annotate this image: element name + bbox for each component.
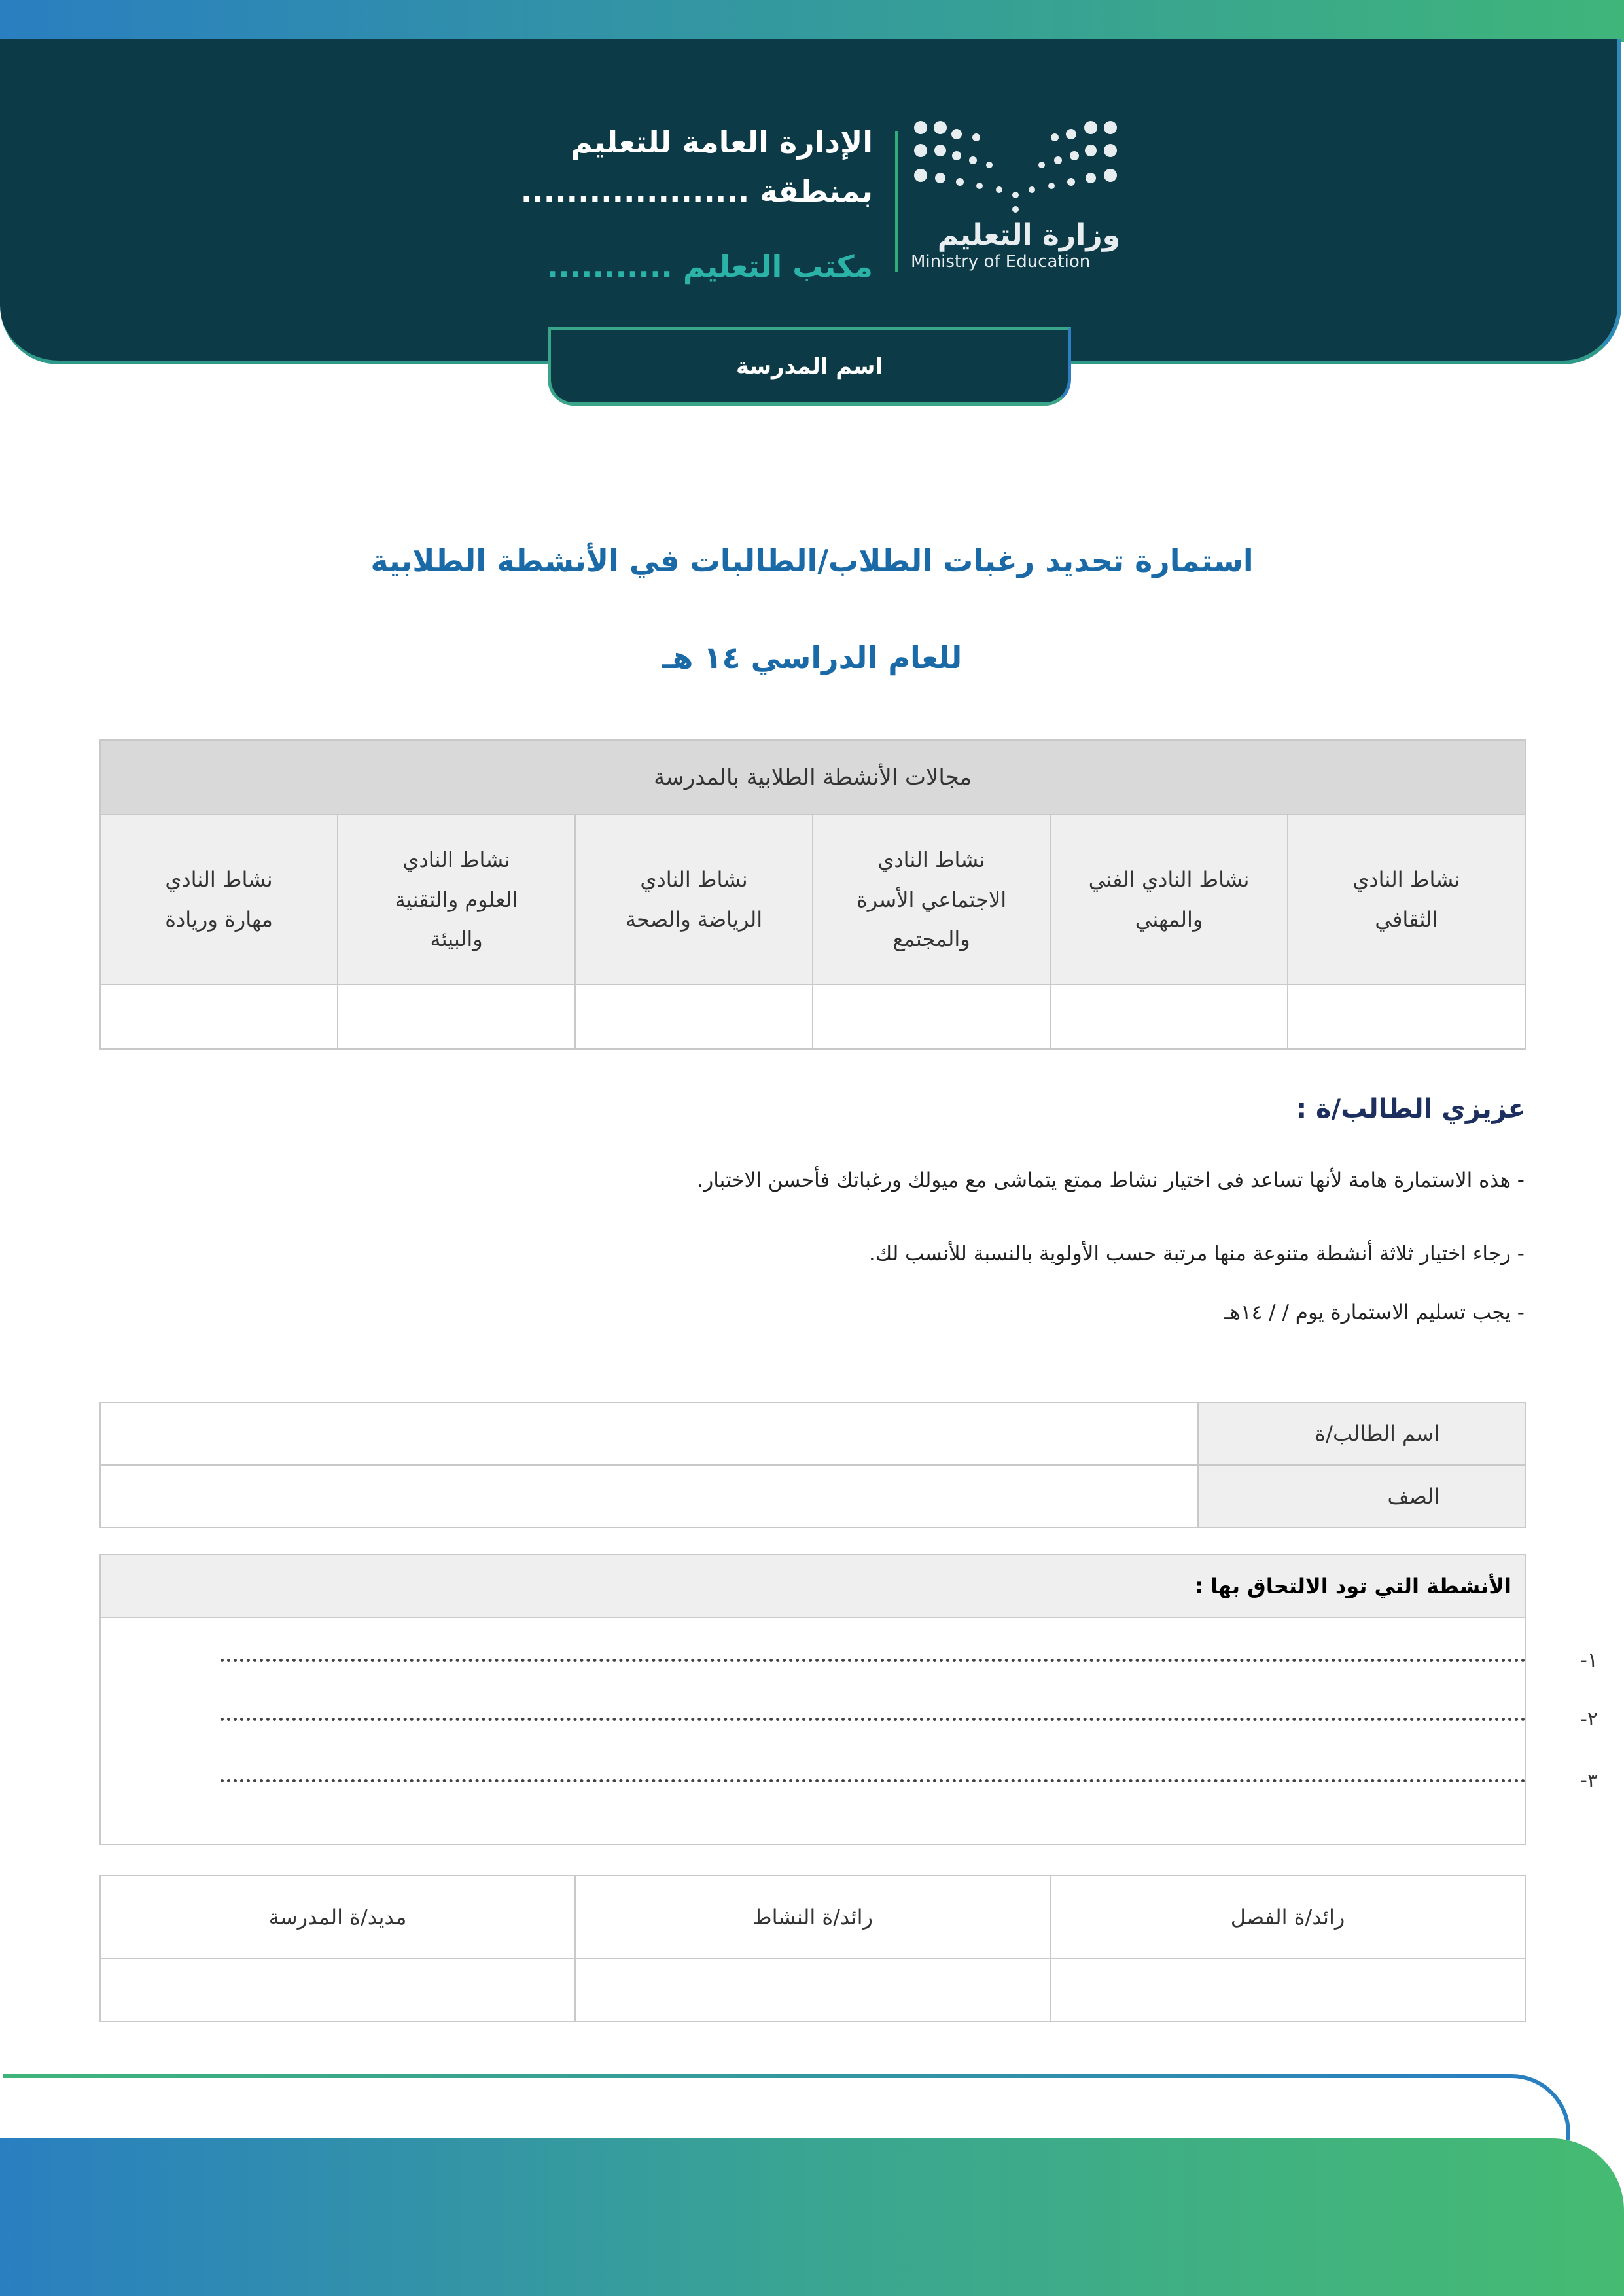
choice-cell[interactable] [1050, 985, 1288, 1049]
footer-band [0, 2138, 1624, 2296]
principal-label: مديد/ة المدرسة [100, 1875, 575, 1958]
academic-year: للعام الدراسي ١٤ هـ [662, 640, 962, 675]
class-field[interactable] [100, 1465, 1198, 1528]
student-info-table [99, 1402, 1526, 1528]
activity-label-line: والمهني [1135, 907, 1203, 932]
activity-label-line: نشاط النادي الفني [1088, 867, 1250, 892]
divider [895, 131, 898, 272]
activities-table [99, 739, 1526, 1050]
student-name-label: اسم الطالب/ة [1198, 1402, 1525, 1465]
signature-field[interactable] [1050, 1958, 1525, 2022]
activity-label-line: نشاط النادي [402, 847, 510, 872]
activity-label-line: العلوم والتقنية [395, 887, 518, 912]
admin-line-1: الإدارة العامة للتعليم [570, 124, 873, 160]
activity-label-line: الثقافي [1375, 907, 1438, 932]
activities-table-header: مجالات الأنشطة الطلابية بالمدرسة [100, 740, 1525, 815]
choice-cell[interactable] [1288, 985, 1525, 1049]
logo-english-text: Ministry of Education [911, 252, 1091, 272]
footer-curve [1492, 2074, 1570, 2140]
choice-cell[interactable] [813, 985, 1050, 1049]
signature-field[interactable] [100, 1958, 575, 2022]
activity-label-line: الاجتماعي الأسرة [856, 887, 1007, 912]
desired-activity-line[interactable]: ٣- [217, 1769, 1598, 1792]
education-office: مكتب التعليم ........... [546, 249, 873, 284]
activity-label-line: نشاط النادي [165, 867, 273, 892]
activity-column-label [575, 815, 813, 985]
logo-arabic-text: وزارة التعليم [937, 219, 1120, 252]
activity-column-label [338, 815, 575, 985]
signature-field[interactable] [575, 1958, 1050, 2022]
signatures-table [99, 1875, 1526, 2022]
footer-line [3, 2074, 1501, 2140]
instruction-item: - رجاء اختيار ثلاثة أنشطة متنوعة منها مرتبة حسب الأولوية بالنسبة للأنسب لك. [868, 1242, 1525, 1265]
activity-label-line: الرياضة والصحة [626, 907, 763, 932]
activity-column-label [1050, 815, 1288, 985]
instruction-item: - يجب تسليم الاستمارة يوم / / ١٤هـ [1224, 1301, 1525, 1324]
school-name-tab [548, 327, 1071, 406]
ministry-logo [911, 118, 1120, 275]
activity-column-label [100, 815, 338, 985]
desired-activity-line[interactable]: ١- [217, 1649, 1598, 1672]
class-label: الصف [1198, 1465, 1525, 1528]
activity-label-line: والبيئة [430, 927, 483, 952]
activity-label-line: نشاط النادي [1352, 867, 1460, 892]
desired-activities-box [99, 1554, 1526, 1845]
activity-label-line: والمجتمع [892, 927, 970, 952]
activity-label-line: مهارة وريادة [165, 907, 273, 932]
activity-label-line: نشاط النادي [877, 847, 985, 872]
homeroom-teacher-label: رائد/ة الفصل [1050, 1875, 1525, 1958]
greeting-heading: عزيزي الطالب/ة : [1296, 1094, 1526, 1124]
admin-line-2: بمنطقة .................... [520, 173, 873, 209]
choice-cell[interactable] [338, 985, 575, 1049]
desired-activity-line[interactable]: ٢- [217, 1708, 1598, 1731]
desired-activities-heading: الأنشطة التي تود الالتحاق بها : [101, 1555, 1525, 1618]
activity-column-label [813, 815, 1050, 985]
top-gradient-bar [0, 0, 1624, 42]
choice-cell[interactable] [575, 985, 813, 1049]
choice-cell[interactable] [100, 985, 338, 1049]
student-name-field[interactable] [100, 1402, 1198, 1465]
dots-logo-icon [911, 118, 1120, 216]
instruction-item: - هذه الاستمارة هامة لأنها تساعد فى اختيار نشاط ممتع يتماشى مع ميولك ورغباتك فأحسن الاختبار. [697, 1169, 1525, 1192]
form-title: استمارة تحديد رغبات الطلاب/الطالبات في الأنشطة الطلابية [370, 543, 1254, 578]
activity-leader-label: رائد/ة النشاط [575, 1875, 1050, 1958]
activity-label-line: نشاط النادي [640, 867, 748, 892]
school-name-label: اسم المدرسة [735, 353, 883, 380]
activity-column-label [1288, 815, 1525, 985]
